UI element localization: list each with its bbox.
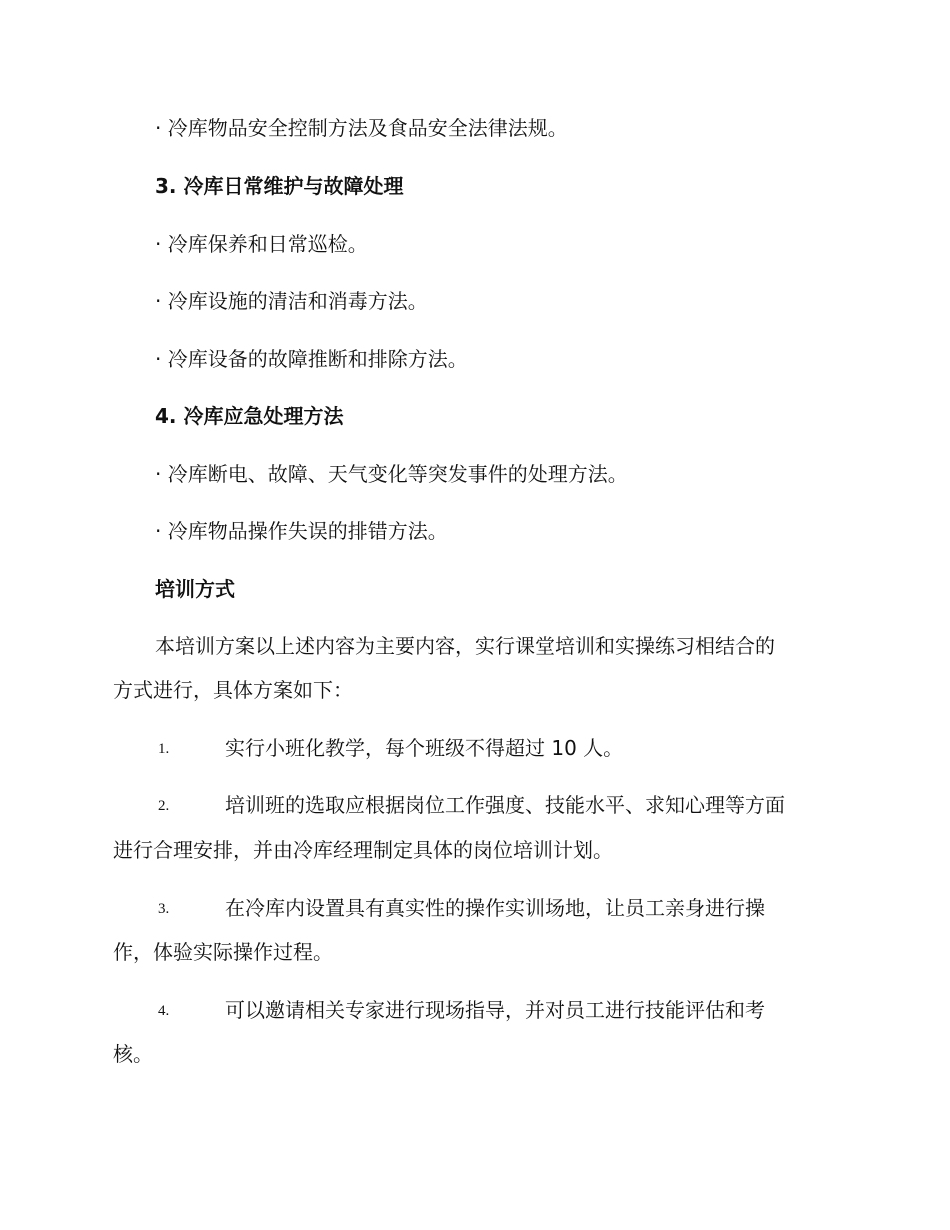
training-intro-line-1: 本培训方案以上述内容为主要内容，实行课堂培训和实操练习相结合的 (155, 634, 775, 658)
bullet-maintenance: · 冷库保养和日常巡检。 (155, 232, 368, 256)
bullet-error-correction: · 冷库物品操作失误的排错方法。 (155, 519, 448, 543)
list-item-text: 实行小班化教学，每个班级不得超过 10 人。 (225, 736, 624, 760)
list-item-number: 4. (158, 1003, 170, 1019)
training-method-title: 培训方式 (155, 577, 235, 601)
training-intro-line-2: 方式进行，具体方案如下： (113, 678, 353, 702)
bullet-emergency: · 冷库断电、故障、天气变化等突发事件的处理方法。 (155, 462, 628, 486)
list-item-text-continuation: 作，体验实际操作过程。 (113, 940, 333, 964)
list-item-text-continuation: 核。 (113, 1042, 153, 1066)
list-item-text: 培训班的选取应根据岗位工作强度、技能水平、求知心理等方面 (225, 793, 785, 817)
section-3-title: 3. 冷库日常维护与故障处理 (155, 174, 404, 198)
list-item-number: 2. (158, 798, 170, 814)
list-item-number: 1. (158, 741, 170, 757)
section-4-title: 4. 冷库应急处理方法 (155, 404, 344, 428)
list-item-text: 在冷库内设置具有真实性的操作实训场地，让员工亲身进行操 (225, 896, 765, 920)
bullet-food-safety: · 冷库物品安全控制方法及食品安全法律法规。 (155, 116, 568, 140)
bullet-cleaning: · 冷库设施的清洁和消毒方法。 (155, 289, 428, 313)
bullet-fault-diagnosis: · 冷库设备的故障推断和排除方法。 (155, 347, 468, 371)
list-item-text-continuation: 进行合理安排，并由冷库经理制定具体的岗位培训计划。 (113, 838, 613, 862)
list-item-text: 可以邀请相关专家进行现场指导，并对员工进行技能评估和考 (225, 998, 765, 1022)
list-item-number: 3. (158, 901, 170, 917)
